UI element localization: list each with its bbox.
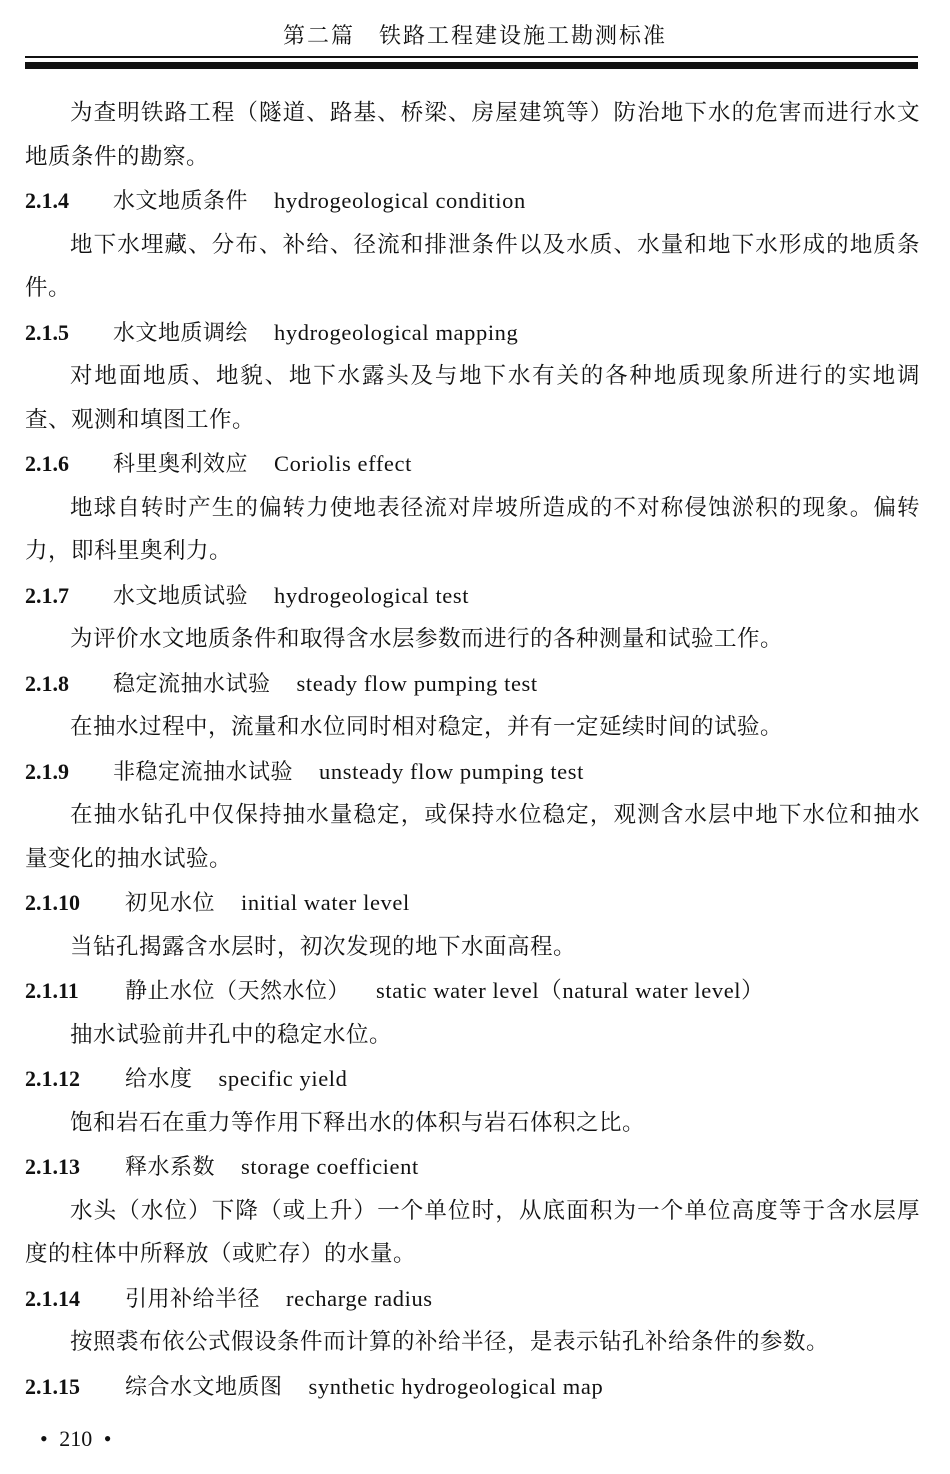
term-number: 2.1.6 xyxy=(25,451,69,476)
term-chinese: 综合水文地质图 xyxy=(125,1374,283,1400)
page-header-title: 第二篇 铁路工程建设施工勘测标准 xyxy=(282,24,667,49)
term-number: 2.1.8 xyxy=(25,670,69,696)
term-english: storage coefficient xyxy=(241,1154,419,1179)
term-definition: 当钻孔揭露含水层时，初次发现的地下水面高程。 xyxy=(70,933,577,960)
term-number: 2.1.12 xyxy=(25,1066,80,1091)
term-chinese: 水文地质试验 xyxy=(113,583,249,609)
header-rule-thin xyxy=(25,56,918,58)
term-heading xyxy=(25,881,920,926)
term-definition: 在抽水钻孔中仅保持抽水量稳定，或保持水位稳定，观测含水层中地下水位和抽水量变化的抽水试验。 xyxy=(25,802,920,872)
term-chinese: 释水系数 xyxy=(125,1155,216,1180)
term-chinese: 引用补给半径 xyxy=(125,1286,261,1312)
term-number: 2.1.5 xyxy=(25,319,69,345)
term-chinese: 科里奥利效应 xyxy=(113,452,249,477)
term-number: 2.1.13 xyxy=(25,1154,80,1179)
term-chinese: 稳定流抽水试验 xyxy=(113,671,271,697)
term-definition: 水头（水位）下降（或上升）一个单位时，从底面积为一个单位高度等于含水层厚度的柱体中所释放（或贮存）的水量。 xyxy=(25,1197,920,1267)
term-english: synthetic hydrogeological map xyxy=(308,1373,604,1399)
header-rule-thick xyxy=(25,62,918,69)
term-definition: 在抽水过程中，流量和水位同时相对稳定，并有一定延续时间的试验。 xyxy=(70,714,784,740)
term-english: specific yield xyxy=(218,1066,348,1091)
term-chinese: 水文地质条件 xyxy=(113,189,249,214)
term-number: 2.1.10 xyxy=(25,890,80,915)
term-chinese: 初见水位 xyxy=(125,891,216,916)
term-heading xyxy=(25,662,920,707)
document-body xyxy=(25,92,920,1409)
term-number: 2.1.4 xyxy=(25,188,69,213)
term-chinese: 水文地质调绘 xyxy=(113,320,249,346)
term-heading xyxy=(25,1365,920,1410)
intro-paragraph: 为查明铁路工程（隧道、路基、桥梁、房屋建筑等）防治地下水的危害而进行水文地质条件的勘察。 xyxy=(25,100,920,170)
term-definition: 为评价水文地质条件和取得含水层参数而进行的各种测量和试验工作。 xyxy=(70,626,784,652)
page-number: • 210 • xyxy=(40,1426,112,1451)
term-english: static water level（natural water level） xyxy=(376,978,765,1003)
term-english: hydrogeological mapping xyxy=(274,319,519,345)
term-number: 2.1.7 xyxy=(25,582,69,608)
term-chinese: 给水度 xyxy=(125,1067,193,1092)
term-english: recharge radius xyxy=(286,1285,433,1311)
term-heading xyxy=(25,311,920,356)
term-number: 2.1.9 xyxy=(25,758,69,784)
term-heading xyxy=(25,574,920,619)
term-chinese: 静止水位（天然水位） xyxy=(125,979,351,1004)
term-english: initial water level xyxy=(241,890,410,915)
term-definition: 饱和岩石在重力等作用下释出水的体积与岩石体积之比。 xyxy=(70,1109,646,1136)
term-english: steady flow pumping test xyxy=(296,670,538,696)
term-definition: 对地面地质、地貌、地下水露头及与地下水有关的各种地质现象所进行的实地调查、观测和填图工作。 xyxy=(25,363,920,433)
term-heading xyxy=(25,442,920,487)
term-english: hydrogeological condition xyxy=(274,188,526,213)
term-heading xyxy=(25,1057,920,1102)
term-number: 2.1.11 xyxy=(25,978,79,1003)
term-chinese: 非稳定流抽水试验 xyxy=(113,759,294,785)
term-heading xyxy=(25,750,920,795)
term-definition: 地球自转时产生的偏转力使地表径流对岸坡所造成的不对称侵蚀淤积的现象。偏转力，即科里奥利力。 xyxy=(25,494,920,564)
term-definition: 按照裘布依公式假设条件而计算的补给半径，是表示钻孔补给条件的参数。 xyxy=(70,1329,830,1355)
term-english: unsteady flow pumping test xyxy=(319,758,584,784)
term-number: 2.1.15 xyxy=(25,1373,80,1399)
term-heading xyxy=(25,1277,920,1322)
term-heading xyxy=(25,1145,920,1190)
term-heading xyxy=(25,179,920,224)
term-heading xyxy=(25,969,920,1014)
term-definition: 抽水试验前井孔中的稳定水位。 xyxy=(70,1021,393,1048)
term-definition: 地下水埋藏、分布、补给、径流和排泄条件以及水质、水量和地下水形成的地质条件。 xyxy=(25,231,920,301)
term-number: 2.1.14 xyxy=(25,1285,80,1311)
term-english: hydrogeological test xyxy=(274,582,470,608)
term-english: Coriolis effect xyxy=(274,451,412,476)
